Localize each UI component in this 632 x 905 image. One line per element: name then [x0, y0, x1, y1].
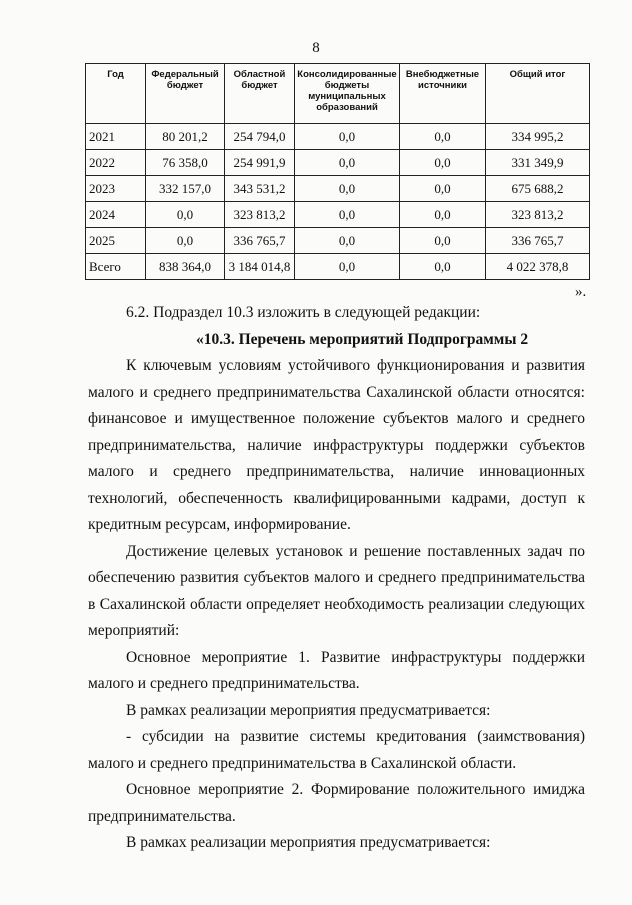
- cell-federal: 0,0: [146, 228, 225, 254]
- header-total: Общий итог: [486, 64, 590, 124]
- closing-quote: ».: [575, 284, 587, 300]
- cell-federal: 0,0: [146, 202, 225, 228]
- cell-total: 675 688,2: [486, 176, 590, 202]
- cell-year: 2021: [86, 124, 146, 150]
- cell-total: 4 022 378,8: [486, 254, 590, 280]
- table-header-row: [86, 64, 590, 124]
- cell-regional: 254 991,9: [225, 150, 295, 176]
- cell-extrabudgetary: 0,0: [400, 124, 486, 150]
- cell-municipal: 0,0: [295, 176, 400, 202]
- cell-regional: 254 794,0: [225, 124, 295, 150]
- cell-total: 323 813,2: [486, 202, 590, 228]
- cell-municipal: 0,0: [295, 124, 400, 150]
- cell-extrabudgetary: 0,0: [400, 150, 486, 176]
- cell-municipal: 0,0: [295, 150, 400, 176]
- header-municipal-budgets: Консолидированные бюджеты муниципальных образований: [295, 64, 400, 124]
- cell-federal: 332 157,0: [146, 176, 225, 202]
- cell-total: 336 765,7: [486, 228, 590, 254]
- table-row: [86, 150, 590, 176]
- paragraph: Основное мероприятие 2. Формирование положительного имиджа предпринимательства.: [88, 781, 585, 825]
- cell-federal: 80 201,2: [146, 124, 225, 150]
- document-body: [88, 300, 585, 857]
- cell-regional: 323 813,2: [225, 202, 295, 228]
- cell-extrabudgetary: 0,0: [400, 254, 486, 280]
- cell-regional: 3 184 014,8: [225, 254, 295, 280]
- budget-table: [85, 63, 590, 280]
- cell-year: 2024: [86, 202, 146, 228]
- paragraph: В рамках реализации мероприятия предусматривается:: [126, 834, 491, 851]
- cell-federal: 838 364,0: [146, 254, 225, 280]
- cell-extrabudgetary: 0,0: [400, 202, 486, 228]
- page-number: 8: [312, 40, 320, 56]
- section-heading: «10.3. Перечень мероприятий Подпрограммы 2: [196, 330, 529, 348]
- cell-extrabudgetary: 0,0: [400, 176, 486, 202]
- cell-municipal: 0,0: [295, 202, 400, 228]
- cell-year: 2022: [86, 150, 146, 176]
- paragraph: - субсидии на развитие системы кредитования (заимствования) малого и среднего предпринимательства в Сахалинской области.: [88, 728, 585, 772]
- header-regional-budget: Областной бюджет: [225, 64, 295, 124]
- cell-federal: 76 358,0: [146, 150, 225, 176]
- cell-regional: 343 531,2: [225, 176, 295, 202]
- cell-regional: 336 765,7: [225, 228, 295, 254]
- cell-year: 2025: [86, 228, 146, 254]
- cell-total: 334 995,2: [486, 124, 590, 150]
- table-row: [86, 176, 590, 202]
- table-row: [86, 202, 590, 228]
- cell-municipal: 0,0: [295, 228, 400, 254]
- cell-year: Всего: [86, 254, 146, 280]
- paragraph: В рамках реализации мероприятия предусматривается:: [126, 701, 491, 719]
- header-federal-budget: Федеральный бюджет: [146, 64, 225, 124]
- table-row: [86, 124, 590, 150]
- header-year: Год: [86, 64, 146, 124]
- amendment-line: 6.2. Подраздел 10.3 изложить в следующей редакции:: [126, 304, 481, 321]
- cell-total: 331 349,9: [486, 150, 590, 176]
- cell-municipal: 0,0: [295, 254, 400, 280]
- paragraph: Достижение целевых установок и решение поставленных задач по обеспечению развития субъектов малого и среднего предпринимательства в Сахалинской области определяет необходимость реализации следующих мероприятий:: [88, 542, 585, 639]
- table-row: [86, 228, 590, 254]
- cell-year: 2023: [86, 176, 146, 202]
- header-extrabudgetary-sources: Внебюджетные источники: [400, 64, 486, 124]
- table-row-total: [86, 254, 590, 280]
- cell-extrabudgetary: 0,0: [400, 228, 486, 254]
- paragraph: Основное мероприятие 1. Развитие инфраструктуры поддержки малого и среднего предпринимательства.: [88, 648, 585, 692]
- paragraph: К ключевым условиям устойчивого функционирования и развития малого и среднего предпринимательства Сахалинской области относятся: финансовое и имущественное положение субъектов малого и среднего предпринимательства, наличие инфраструктуры поддержки субъектов малого и среднего предпринимательства, наличие инновационных технологий, обеспеченность квалифицированными кадрами, доступ к кредитным ресурсам, информирование.: [88, 357, 585, 533]
